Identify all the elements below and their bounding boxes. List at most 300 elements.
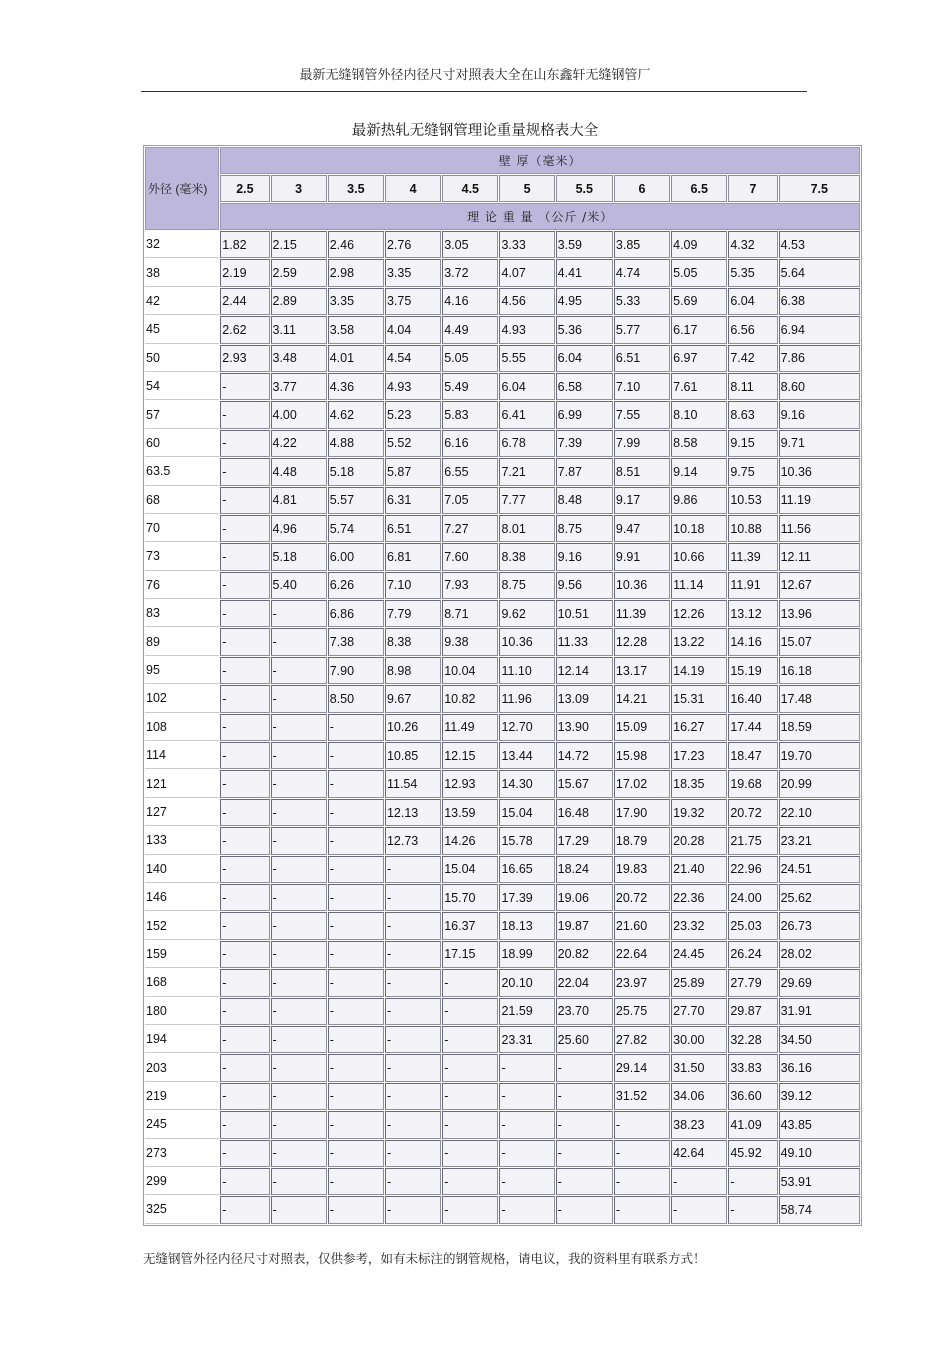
weight-cell: - [442, 1111, 498, 1138]
weight-cell: 28.02 [779, 941, 860, 968]
weight-cell: 6.81 [385, 543, 441, 570]
weight-cell: - [220, 600, 269, 627]
weight-cell: - [328, 1140, 384, 1167]
weight-cell: - [271, 628, 327, 655]
table-row [145, 827, 860, 854]
weight-cell: 24.51 [779, 856, 860, 883]
weight-cell: 13.22 [671, 628, 727, 655]
table-row [145, 401, 860, 428]
table-body [145, 231, 860, 1224]
weight-cell: 7.86 [779, 345, 860, 372]
weight-cell: - [328, 884, 384, 911]
thickness-header-cell: 3 [271, 175, 327, 202]
weight-cell: 17.29 [556, 827, 613, 854]
weight-cell: - [220, 1140, 269, 1167]
weight-cell: - [614, 1111, 670, 1138]
weight-cell: 12.70 [499, 714, 554, 741]
weight-cell: - [385, 884, 441, 911]
weight-cell: 17.39 [499, 884, 554, 911]
weight-cell: 6.41 [499, 401, 554, 428]
weight-cell: 4.53 [779, 231, 860, 258]
weight-cell: - [442, 969, 498, 996]
weight-cell: 4.04 [385, 316, 441, 343]
weight-cell: - [220, 912, 269, 939]
weight-cell: 4.22 [271, 430, 327, 457]
weight-cell: 10.36 [779, 458, 860, 485]
outer-diameter-cell: 70 [145, 515, 219, 542]
weight-cell: 19.68 [728, 770, 777, 797]
weight-cell: 7.27 [442, 515, 498, 542]
thickness-header-cell: 3.5 [328, 175, 384, 202]
weight-cell: 10.51 [556, 600, 613, 627]
weight-cell: 22.36 [671, 884, 727, 911]
weight-cell: - [328, 827, 384, 854]
weight-cell: 4.00 [271, 401, 327, 428]
weight-cell: 2.59 [271, 259, 327, 286]
outer-diameter-cell: 38 [145, 259, 219, 286]
weight-cell: 4.54 [385, 345, 441, 372]
weight-cell: 5.57 [328, 487, 384, 514]
weight-cell: 5.64 [779, 259, 860, 286]
weight-cell: 22.64 [614, 941, 670, 968]
weight-cell: 8.38 [499, 543, 554, 570]
weight-cell: 7.90 [328, 657, 384, 684]
weight-cell: - [328, 856, 384, 883]
weight-cell: 2.98 [328, 259, 384, 286]
weight-cell: - [442, 1168, 498, 1195]
weight-cell: 31.91 [779, 998, 860, 1025]
weight-cell: 22.96 [728, 856, 777, 883]
weight-cell: - [385, 969, 441, 996]
weight-cell: 7.10 [614, 373, 670, 400]
weight-cell: - [671, 1196, 727, 1223]
weight-cell: 16.40 [728, 685, 777, 712]
weight-cell: - [328, 1083, 384, 1110]
weight-cell: - [271, 1168, 327, 1195]
weight-cell: - [499, 1140, 554, 1167]
weight-cell: - [220, 1196, 269, 1223]
weight-cell: 3.77 [271, 373, 327, 400]
table-row [145, 1196, 860, 1223]
page-header: 最新无缝钢管外径内径尺寸对照表大全在山东鑫轩无缝钢管厂 [299, 68, 651, 83]
weight-cell: 23.32 [671, 912, 727, 939]
weight-cell: - [556, 1083, 613, 1110]
weight-cell: 3.85 [614, 231, 670, 258]
weight-cell: - [556, 1168, 613, 1195]
weight-cell: 17.15 [442, 941, 498, 968]
weight-cell: 3.11 [271, 316, 327, 343]
weight-cell: 11.49 [442, 714, 498, 741]
weight-cell: 4.36 [328, 373, 384, 400]
table-row [145, 430, 860, 457]
table-row [145, 1168, 860, 1195]
table-row [145, 1111, 860, 1138]
weight-cell: 53.91 [779, 1168, 860, 1195]
weight-cell: 16.37 [442, 912, 498, 939]
weight-cell: - [614, 1140, 670, 1167]
weight-cell: - [271, 998, 327, 1025]
weight-cell: 7.05 [442, 487, 498, 514]
weight-cell: - [271, 799, 327, 826]
weight-cell: - [220, 628, 269, 655]
weight-cell: - [442, 1196, 498, 1223]
weight-cell: - [385, 1083, 441, 1110]
weight-cell: 18.59 [779, 714, 860, 741]
weight-cell: 2.93 [220, 345, 269, 372]
weight-cell: - [271, 884, 327, 911]
weight-cell: 18.99 [499, 941, 554, 968]
weight-cell: 4.96 [271, 515, 327, 542]
weight-cell: - [220, 373, 269, 400]
weight-cell: 12.73 [385, 827, 441, 854]
weight-cell: 15.78 [499, 827, 554, 854]
weight-cell: 22.10 [779, 799, 860, 826]
weight-cell: - [328, 742, 384, 769]
weight-cell: 8.38 [385, 628, 441, 655]
weight-cell: - [442, 1083, 498, 1110]
outer-diameter-cell: 89 [145, 628, 219, 655]
weight-cell: 7.39 [556, 430, 613, 457]
weight-cell: - [499, 1054, 554, 1081]
weight-cell: 6.56 [728, 316, 777, 343]
table-row [145, 998, 860, 1025]
weight-cell: 7.99 [614, 430, 670, 457]
weight-cell: 6.99 [556, 401, 613, 428]
weight-cell: 2.15 [271, 231, 327, 258]
weight-cell: - [220, 742, 269, 769]
weight-cell: 43.85 [779, 1111, 860, 1138]
table-row [145, 742, 860, 769]
table-row [145, 600, 860, 627]
weight-cell: 14.19 [671, 657, 727, 684]
wall-thickness-header: 壁 厚（毫米） [220, 147, 860, 174]
weight-cell: 9.91 [614, 543, 670, 570]
weight-cell: 16.65 [499, 856, 554, 883]
thickness-header-row [145, 175, 860, 202]
weight-cell: 5.49 [442, 373, 498, 400]
weight-cell: - [271, 770, 327, 797]
weight-cell: 13.44 [499, 742, 554, 769]
weight-cell: 22.04 [556, 969, 613, 996]
weight-cell: - [220, 487, 269, 514]
weight-cell: - [328, 770, 384, 797]
weight-cell: - [385, 941, 441, 968]
outer-diameter-cell: 50 [145, 345, 219, 372]
weight-cell: - [328, 912, 384, 939]
weight-cell: 12.13 [385, 799, 441, 826]
weight-cell: 45.92 [728, 1140, 777, 1167]
outer-diameter-cell: 45 [145, 316, 219, 343]
weight-cell: 8.01 [499, 515, 554, 542]
weight-cell: 25.89 [671, 969, 727, 996]
weight-cell: 8.98 [385, 657, 441, 684]
weight-cell: - [271, 1083, 327, 1110]
weight-cell: 4.62 [328, 401, 384, 428]
weight-cell: 10.26 [385, 714, 441, 741]
table-row [145, 316, 860, 343]
weight-cell: 18.79 [614, 827, 670, 854]
weight-cell: - [220, 430, 269, 457]
weight-cell: - [271, 714, 327, 741]
weight-cell: - [328, 799, 384, 826]
weight-cell: - [499, 1196, 554, 1223]
weight-cell: 21.60 [614, 912, 670, 939]
weight-cell: 10.82 [442, 685, 498, 712]
outer-diameter-cell: 140 [145, 856, 219, 883]
weight-cell: 7.93 [442, 572, 498, 599]
weight-cell: 3.72 [442, 259, 498, 286]
weight-cell: - [271, 1196, 327, 1223]
thickness-header-cell: 7 [728, 175, 777, 202]
weight-cell: 5.83 [442, 401, 498, 428]
weight-cell: 8.75 [556, 515, 613, 542]
weight-cell: 8.58 [671, 430, 727, 457]
weight-cell: - [220, 685, 269, 712]
thickness-header-cell: 6 [614, 175, 670, 202]
weight-cell: - [220, 827, 269, 854]
weight-cell: - [328, 969, 384, 996]
weight-cell: 12.26 [671, 600, 727, 627]
weight-cell: 18.24 [556, 856, 613, 883]
weight-cell: 6.04 [728, 288, 777, 315]
weight-cell: 6.38 [779, 288, 860, 315]
weight-cell: 10.85 [385, 742, 441, 769]
weight-cell: 7.38 [328, 628, 384, 655]
weight-cell: 11.14 [671, 572, 727, 599]
weight-cell: 4.95 [556, 288, 613, 315]
weight-cell: - [271, 856, 327, 883]
weight-cell: 6.00 [328, 543, 384, 570]
weight-cell: 6.97 [671, 345, 727, 372]
outer-diameter-cell: 68 [145, 487, 219, 514]
weight-cell: 58.74 [779, 1196, 860, 1223]
weight-cell: 17.02 [614, 770, 670, 797]
weight-cell: - [556, 1054, 613, 1081]
weight-cell: - [728, 1196, 777, 1223]
outer-diameter-cell: 108 [145, 714, 219, 741]
weight-cell: - [328, 1168, 384, 1195]
weight-cell: - [220, 515, 269, 542]
weight-cell: 17.48 [779, 685, 860, 712]
outer-diameter-cell: 203 [145, 1054, 219, 1081]
weight-cell: 27.79 [728, 969, 777, 996]
weight-cell: - [220, 714, 269, 741]
weight-cell: 20.72 [614, 884, 670, 911]
weight-cell: 4.56 [499, 288, 554, 315]
thickness-header-cell: 2.5 [220, 175, 269, 202]
weight-cell: - [385, 1054, 441, 1081]
weight-cell: 36.16 [779, 1054, 860, 1081]
theoretical-weight-header: 理 论 重 量 （公斤 /米） [220, 203, 860, 230]
outer-diameter-cell: 73 [145, 543, 219, 570]
thickness-header-cell: 5.5 [556, 175, 613, 202]
weight-cell: 6.86 [328, 600, 384, 627]
table-row [145, 1054, 860, 1081]
outer-diameter-cell: 95 [145, 657, 219, 684]
weight-cell: 5.74 [328, 515, 384, 542]
table-row [145, 1083, 860, 1110]
weight-cell: 4.49 [442, 316, 498, 343]
weight-cell: 25.75 [614, 998, 670, 1025]
weight-cell: 18.35 [671, 770, 727, 797]
weight-cell: 5.55 [499, 345, 554, 372]
table-row [145, 856, 860, 883]
outer-diameter-cell: 102 [145, 685, 219, 712]
weight-cell: 11.19 [779, 487, 860, 514]
weight-cell: 11.39 [614, 600, 670, 627]
outer-diameter-cell: 127 [145, 799, 219, 826]
thickness-header-cell: 5 [499, 175, 554, 202]
table-row [145, 487, 860, 514]
weight-cell: 3.75 [385, 288, 441, 315]
weight-cell: - [220, 543, 269, 570]
weight-cell: - [220, 998, 269, 1025]
outer-diameter-cell: 133 [145, 827, 219, 854]
weight-cell: - [220, 572, 269, 599]
weight-cell: 16.27 [671, 714, 727, 741]
weight-cell: 7.10 [385, 572, 441, 599]
footer-note: 无缝钢管外径内径尺寸对照表，仅供参考，如有未标注的钢管规格，请电议，我的资料里有联系方式！ [143, 1251, 706, 1266]
table-row [145, 912, 860, 939]
weight-cell: 2.19 [220, 259, 269, 286]
weight-cell: 8.63 [728, 401, 777, 428]
weight-cell: 5.18 [328, 458, 384, 485]
weight-cell: - [328, 714, 384, 741]
weight-cell: 3.48 [271, 345, 327, 372]
weight-cell: - [271, 969, 327, 996]
weight-cell: 7.61 [671, 373, 727, 400]
weight-cell: 20.99 [779, 770, 860, 797]
weight-cell: 42.64 [671, 1140, 727, 1167]
table-row [145, 515, 860, 542]
weight-cell: - [385, 1026, 441, 1053]
weight-cell: 20.10 [499, 969, 554, 996]
weight-cell: - [328, 1054, 384, 1081]
weight-cell: 49.10 [779, 1140, 860, 1167]
weight-cell: 7.55 [614, 401, 670, 428]
weight-cell: - [328, 941, 384, 968]
weight-cell: 19.70 [779, 742, 860, 769]
weight-cell: - [220, 1168, 269, 1195]
weight-cell: 29.69 [779, 969, 860, 996]
weight-cell: 14.26 [442, 827, 498, 854]
weight-cell: 15.70 [442, 884, 498, 911]
weight-cell: - [499, 1083, 554, 1110]
table-row [145, 1140, 860, 1167]
weight-cell: 9.47 [614, 515, 670, 542]
weight-cell: 25.03 [728, 912, 777, 939]
table-row [145, 884, 860, 911]
weight-cell: 11.56 [779, 515, 860, 542]
weight-cell: 3.33 [499, 231, 554, 258]
weight-cell: 18.13 [499, 912, 554, 939]
weight-cell: - [271, 941, 327, 968]
weight-cell: - [385, 856, 441, 883]
outer-diameter-cell: 63.5 [145, 458, 219, 485]
weight-cell: 11.39 [728, 543, 777, 570]
outer-diameter-cell: 273 [145, 1140, 219, 1167]
weight-cell: - [220, 1111, 269, 1138]
weight-cell: 6.94 [779, 316, 860, 343]
weight-cell: 12.15 [442, 742, 498, 769]
weight-cell: - [271, 1026, 327, 1053]
weight-cell: - [385, 1111, 441, 1138]
weight-cell: 8.11 [728, 373, 777, 400]
weight-cell: 11.10 [499, 657, 554, 684]
weight-cell: - [220, 401, 269, 428]
weight-cell: 11.91 [728, 572, 777, 599]
weight-cell: 31.52 [614, 1083, 670, 1110]
weight-cell: 27.70 [671, 998, 727, 1025]
weight-cell: 15.31 [671, 685, 727, 712]
weight-cell: - [328, 998, 384, 1025]
weight-cell: 9.38 [442, 628, 498, 655]
weight-cell: - [442, 1026, 498, 1053]
weight-cell: 7.21 [499, 458, 554, 485]
weight-cell: - [499, 1168, 554, 1195]
table-row [145, 685, 860, 712]
weight-cell: 13.90 [556, 714, 613, 741]
weight-cell: 5.05 [671, 259, 727, 286]
weight-cell: 4.81 [271, 487, 327, 514]
weight-cell: 21.75 [728, 827, 777, 854]
weight-cell: 16.48 [556, 799, 613, 826]
weight-cell: 38.23 [671, 1111, 727, 1138]
weight-cell: 26.73 [779, 912, 860, 939]
weight-cell: 29.14 [614, 1054, 670, 1081]
weight-cell: - [220, 799, 269, 826]
weight-cell: 7.42 [728, 345, 777, 372]
weight-cell: 8.48 [556, 487, 613, 514]
weight-cell: 9.14 [671, 458, 727, 485]
outer-diameter-cell: 42 [145, 288, 219, 315]
weight-cell: 7.77 [499, 487, 554, 514]
weight-cell: 4.41 [556, 259, 613, 286]
weight-cell: - [442, 1140, 498, 1167]
weight-cell: 13.17 [614, 657, 670, 684]
weight-cell: 7.60 [442, 543, 498, 570]
weight-cell: 17.44 [728, 714, 777, 741]
weight-cell: 3.35 [385, 259, 441, 286]
weight-cell: 14.72 [556, 742, 613, 769]
weight-cell: 10.04 [442, 657, 498, 684]
weight-cell: 13.59 [442, 799, 498, 826]
weight-cell: 13.12 [728, 600, 777, 627]
weight-cell: 39.12 [779, 1083, 860, 1110]
weight-cell: 5.23 [385, 401, 441, 428]
weight-cell: - [614, 1196, 670, 1223]
weight-cell: 8.71 [442, 600, 498, 627]
weight-cell: - [220, 884, 269, 911]
od-column-header: 外径 (毫米) [145, 147, 219, 230]
weight-cell: - [271, 827, 327, 854]
weight-cell: 10.88 [728, 515, 777, 542]
weight-cell: 4.74 [614, 259, 670, 286]
weight-cell: 19.83 [614, 856, 670, 883]
weight-cell: 2.76 [385, 231, 441, 258]
weight-cell: 9.17 [614, 487, 670, 514]
outer-diameter-cell: 194 [145, 1026, 219, 1053]
weight-cell: 12.11 [779, 543, 860, 570]
weight-cell: 15.04 [499, 799, 554, 826]
weight-cell: 34.06 [671, 1083, 727, 1110]
weight-cell: 23.31 [499, 1026, 554, 1053]
weight-cell: 23.21 [779, 827, 860, 854]
weight-cell: - [556, 1196, 613, 1223]
weight-cell: 32.28 [728, 1026, 777, 1053]
weight-cell: 5.05 [442, 345, 498, 372]
weight-cell: 15.19 [728, 657, 777, 684]
